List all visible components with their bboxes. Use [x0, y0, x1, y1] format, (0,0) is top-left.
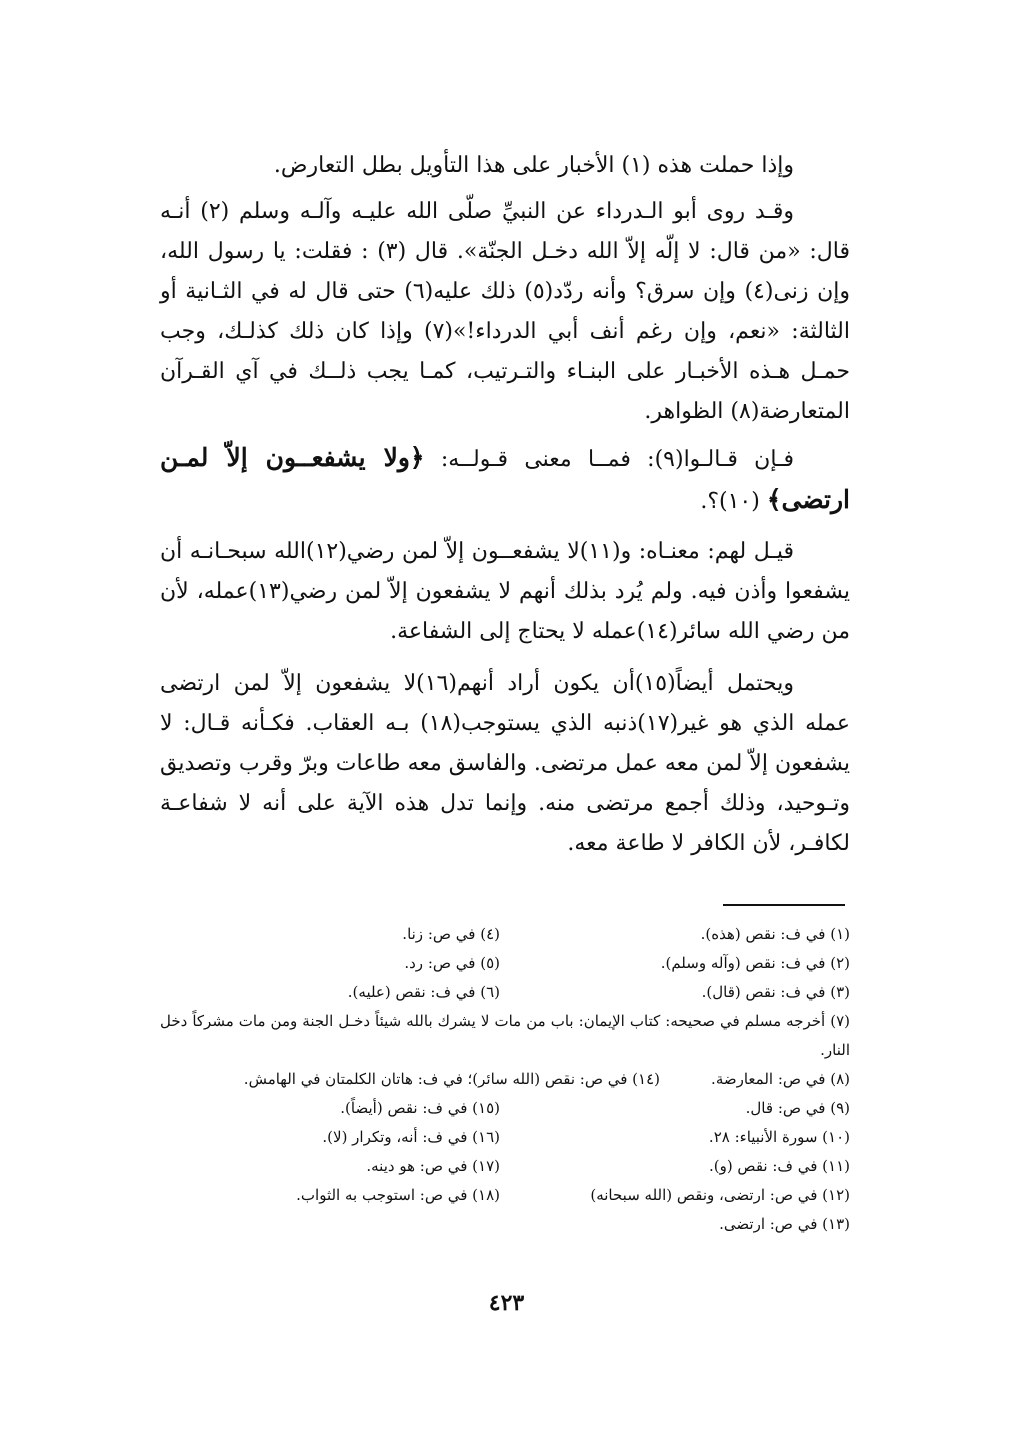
footnote-row — [160, 1065, 850, 1094]
footnote-7: (٧) أخرجه مسلم في صحيحه: كتاب الإيمان: باب من مات لا يشرك بالله شيئاً دخـل الجنة ومن مات مشركاً دخل النار. — [160, 1012, 850, 1059]
main-text — [160, 146, 850, 864]
footnote-10: (١٠) سورة الأنبياء: ٢٨. — [708, 1128, 850, 1146]
footnote-row — [160, 1123, 850, 1152]
paragraph-5: ويحتمل أيضاً(١٥)أن يكون أراد أنهم(١٦)لا يشفعون إلاّ لمن ارتضى عمله الذي هو غير(١٧)ذنبه الذي يستوجب(١٨) بـه العقاب. فكـأنه قـال: لا يشفعون إلاّ لمن معه عمل مرتضى. والفاسق معه طاعات وبرّ وقرب وتصديق وتـوحيد، وذلك أجمع مرتضى منه. وإنما تدل هذه الآية على أنه لا شفاعـة لكافـر، لأن الكافر لا طاعة معه. — [160, 671, 851, 856]
footnote-4: (٤) في ص: زنا. — [402, 925, 500, 943]
footnote-15: (١٥) في ف: نقص (أيضاً). — [340, 1099, 500, 1117]
footnote-row — [160, 1181, 850, 1210]
footnote-11: (١١) في ف: نقص (و). — [708, 1157, 850, 1175]
footnote-2: (٢) في ف: نقص (وآله وسلم). — [660, 954, 850, 972]
paragraph-2: وقـد روى أبو الـدرداء عن النبيِّ صلّى الله عليـه وآلـه وسلم (٢) أنـه قال: «من قال: لا إلّه إلاّ الله دخـل الجنّة». قال (٣) : فقلت: يا رسول الله، وإن زنى(٤) وإن سرق؟ وأنه ردّد(٥) ذلك عليه(٦) حتى قال له في الثـانية أو الثالثة: «نعم، وإن رغم أنف أبي الدرداء!»(٧) وإذا كان ذلك كذلـك، وجب حمـل هـذه الأخبـار على البنـاء والتـرتيب، كمـا يجب ذلــك في آي القـرآن المتعارضة(٨) الظواهر. — [160, 199, 850, 424]
question-end: (١٠)؟. — [700, 489, 760, 514]
footnote-13: (١٣) في ص: ارتضى. — [719, 1215, 850, 1233]
footnote-row — [160, 1210, 850, 1239]
footnote-14: (١٤) في ص: نقص (الله سائر)؛ في ف: هاتان الكلمتان في الهامش. — [243, 1070, 660, 1088]
footnote-12: (١٢) في ص: ارتضى، ونقص (الله سبحانه) — [590, 1186, 850, 1204]
footnote-row — [160, 1152, 850, 1181]
footnote-row — [160, 920, 850, 949]
footnote-3: (٣) في ف: نقص (قال). — [701, 983, 850, 1001]
footnote-9: (٩) في ص: قال. — [745, 1099, 850, 1117]
footnote-1: (١) في ف: نقص (هذه). — [700, 925, 850, 943]
paragraph-4: قيـل لهم: معنـاه: و(١١)لا يشفعــون إلاّ لمن رضي(١٢)الله سبحـانـه أن يشفعوا وأذن فيه. ولم يُرد بذلك أنهم لا يشفعون إلاّ لمن رضي(١٣)عمله، لأن من رضي الله سائر(١٤)عمله لا يحتاج إلى الشفاعة. — [160, 539, 850, 644]
question-lead: فـإن قـالـوا(٩): فمــا معنى قـولــه: — [440, 447, 794, 472]
footnotes — [160, 920, 850, 1239]
footnote-divider — [723, 904, 845, 906]
footnote-8: (٨) في ص: المعارضة. — [711, 1070, 850, 1088]
footnote-18: (١٨) في ص: استوجب به الثواب. — [296, 1186, 500, 1204]
quran-quote: ﴿ولا يشفعــون إلاّ لمـن ارتضى﴾ — [160, 443, 850, 514]
footnote-6: (٦) في ف: نقص (عليه). — [347, 983, 500, 1001]
footnote-16: (١٦) في ف: أنه، وتكرار (لا). — [322, 1128, 500, 1146]
footnote-17: (١٧) في ص: هو دينه. — [366, 1157, 500, 1175]
paragraph-1: وإذا حملت هذه (١) الأخبار على هذا التأويل بطل التعارض. — [273, 153, 794, 178]
paragraph-3 — [160, 438, 850, 522]
footnote-row — [160, 949, 850, 978]
page-number: ٤٢٣ — [488, 1290, 525, 1316]
footnote-row — [160, 1094, 850, 1123]
footnote-5: (٥) في ص: رد. — [404, 954, 500, 972]
footnote-row — [160, 978, 850, 1007]
